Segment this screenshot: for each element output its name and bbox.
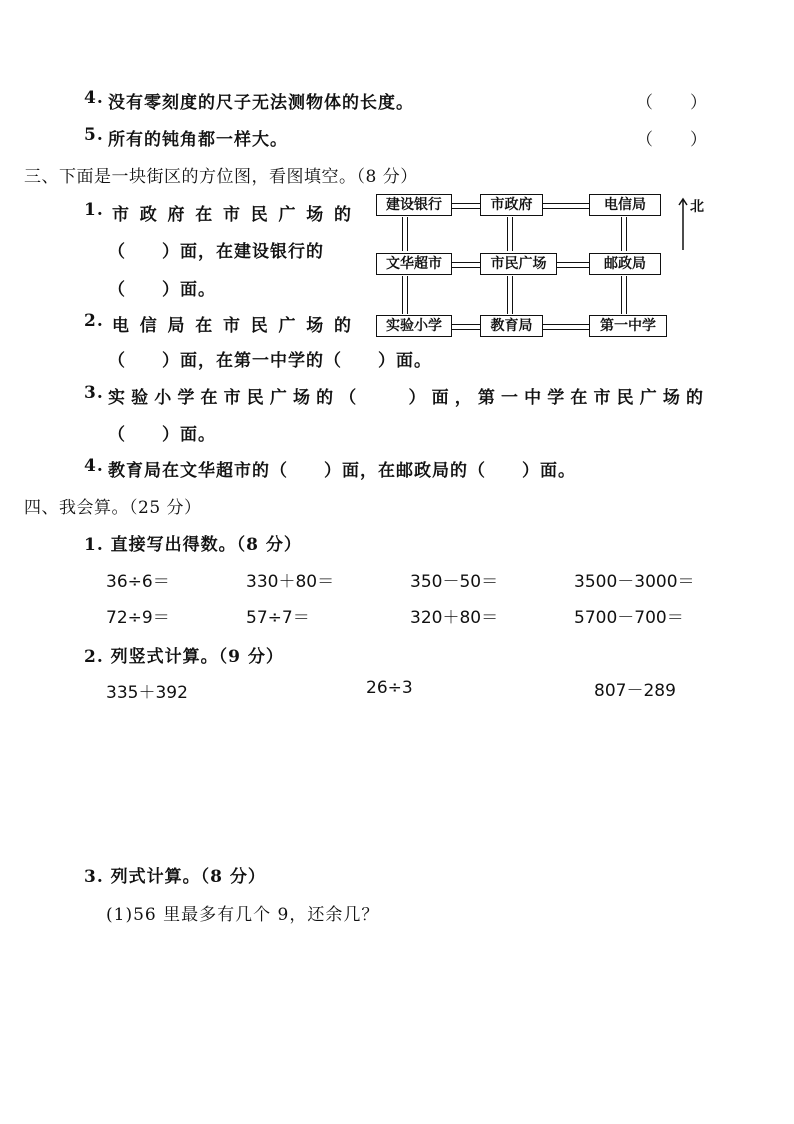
oral-calc-7: 320＋80＝ [410, 608, 499, 628]
road-v-2 [507, 217, 513, 251]
map-box-post-office: 邮政局 [589, 253, 661, 275]
judge-item-4-text: 没有零刻度的尺子无法测物体的长度。 [108, 93, 414, 113]
judge-item-5-text: 所有的钝角都一样大。 [108, 130, 288, 150]
map-box-wenhua-supermarket: 文华超市 [376, 253, 452, 275]
road-h-4 [557, 262, 589, 268]
map-box-telecom-office: 电信局 [589, 194, 661, 216]
s3-q1-line3: （ ）面。 [108, 280, 216, 300]
oral-calc-6: 57÷7＝ [246, 608, 310, 628]
s3-q4-line1: 教育局在文华超市的（ ）面，在邮政局的（ ）面。 [108, 461, 576, 481]
s3-q2-line1: 电信局在市民广场的 [112, 316, 352, 336]
judge-item-4-bracket[interactable]: （ ） [636, 93, 708, 113]
judge-item-4-number: 4. [84, 88, 104, 108]
map-box-education-bureau: 教育局 [480, 315, 543, 337]
oral-calc-1: 36÷6＝ [106, 572, 170, 592]
s3-q2-number: 2. [84, 311, 104, 331]
s3-q1-line1: 市政府在市民广场的 [112, 205, 352, 225]
road-h-6 [543, 324, 589, 330]
s3-q1-number: 1. [84, 200, 104, 220]
s3-q4-number: 4. [84, 456, 104, 476]
oral-calc-5: 72÷9＝ [106, 608, 170, 628]
north-arrow-icon [676, 196, 690, 252]
s3-q3-number: 3. [84, 383, 104, 403]
map-box-first-middle-school: 第一中学 [589, 315, 667, 337]
road-v-3 [621, 217, 627, 251]
s4-part3-title: 3. 列式计算。（8 分） [84, 867, 266, 887]
oral-calc-4: 3500－3000＝ [574, 572, 695, 592]
judge-item-5-bracket[interactable]: （ ） [636, 130, 708, 150]
road-h-2 [543, 203, 589, 209]
section-4-title: 四、我会算。（25 分） [24, 498, 202, 518]
vertical-calc-3: 807－289 [594, 681, 676, 701]
s4-part2-title: 2. 列竖式计算。（9 分） [84, 647, 284, 667]
map-box-experimental-school: 实验小学 [376, 315, 452, 337]
judge-item-5-number: 5. [84, 125, 104, 145]
s3-q3-line2: （ ）面。 [108, 425, 216, 445]
road-v-6 [621, 276, 627, 314]
north-label: 北 [690, 199, 704, 215]
road-v-5 [507, 276, 513, 314]
map-box-city-hall: 市政府 [480, 194, 543, 216]
oral-calc-3: 350－50＝ [410, 572, 499, 592]
road-v-1 [402, 217, 408, 251]
oral-calc-2: 330＋80＝ [246, 572, 335, 592]
s4-part3-question-1: (1)56 里最多有几个 9，还余几？ [106, 905, 380, 925]
s3-q1-line2: （ ）面，在建设银行的 [108, 242, 324, 262]
section-3-title: 三、下面是一块街区的方位图，看图填空。（8 分） [24, 167, 418, 187]
s4-part1-title: 1. 直接写出得数。（8 分） [84, 535, 302, 555]
oral-calc-8: 5700－700＝ [574, 608, 684, 628]
s3-q3-line1: 实验小学在市民广场的（ ）面，第一中学在市民广场的 [108, 388, 704, 408]
vertical-calc-1: 335＋392 [106, 683, 188, 703]
road-h-3 [452, 262, 480, 268]
road-h-5 [452, 324, 480, 330]
road-h-1 [452, 203, 480, 209]
map-box-citizen-square: 市民广场 [480, 253, 557, 275]
s3-q2-line2: （ ）面，在第一中学的（ ）面。 [108, 351, 432, 371]
map-box-construction-bank: 建设银行 [376, 194, 452, 216]
vertical-calc-2: 26÷3 [366, 678, 413, 698]
road-v-4 [402, 276, 408, 314]
